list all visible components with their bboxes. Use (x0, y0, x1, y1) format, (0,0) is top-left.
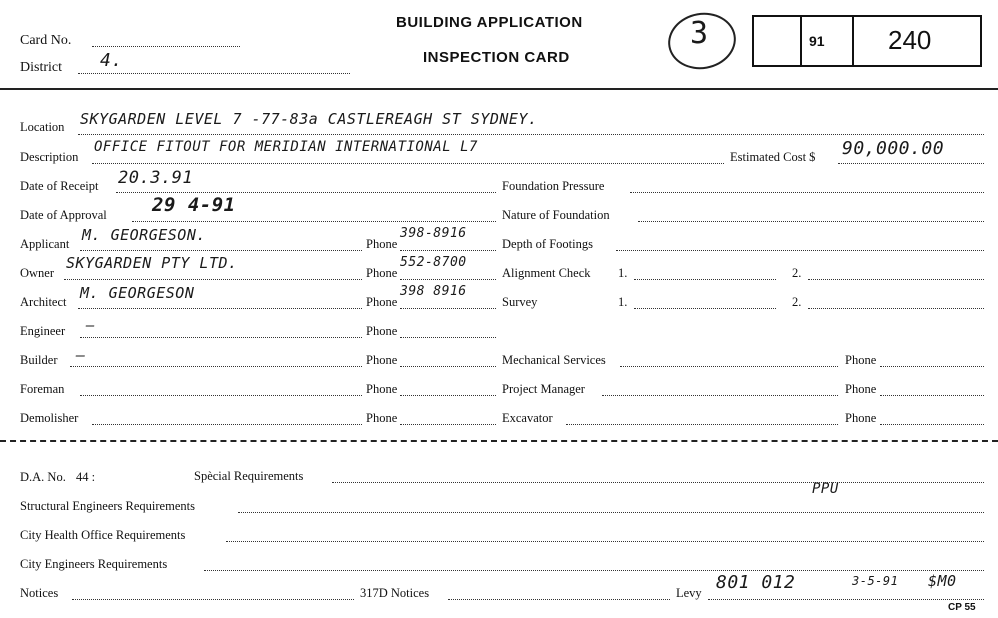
nature-foundation-line[interactable] (638, 221, 984, 222)
date-receipt-line[interactable] (116, 192, 496, 193)
levy-line[interactable] (708, 599, 984, 600)
section-divider (0, 440, 998, 442)
project-manager-phone-label: Phone (845, 382, 877, 396)
project-manager-phone-line[interactable] (880, 395, 984, 396)
architect-phone-value[interactable]: 398 8916 (400, 284, 467, 299)
foundation-pressure-line[interactable] (630, 192, 984, 193)
box-divider-1 (800, 17, 802, 65)
reference-number-box (752, 15, 982, 67)
engineer-value[interactable]: – (86, 318, 95, 334)
special-req-label: Spècial Requirements (194, 469, 304, 483)
da-no-label: D.A. No. (20, 470, 66, 484)
demolisher-line[interactable] (92, 424, 362, 425)
description-value[interactable]: OFFICE FITOUT FOR MERIDIAN INTERNATIONAL L7 (94, 139, 478, 155)
demolisher-phone-label: Phone (366, 411, 398, 425)
foundation-pressure-label: Foundation Pressure (502, 179, 605, 193)
box-number: 240 (888, 25, 932, 55)
owner-line[interactable] (64, 279, 362, 280)
builder-value[interactable]: — (76, 346, 86, 364)
structural-line[interactable] (238, 512, 984, 513)
description-label: Description (20, 150, 79, 164)
applicant-phone-label: Phone (366, 237, 398, 251)
health-label: City Health Office Requirements (20, 528, 186, 542)
builder-label: Builder (20, 353, 58, 367)
form-title-line2: INSPECTION CARD (423, 49, 570, 66)
location-value[interactable]: SKYGARDEN LEVEL 7 -77-83a CASTLEREAGH ST SYDNEY. (80, 110, 538, 128)
depth-footings-label: Depth of Footings (502, 237, 593, 251)
notices-317d-label: 317D Notices (360, 586, 430, 600)
card-no-label: Card No. (20, 33, 72, 48)
excavator-line[interactable] (566, 424, 838, 425)
applicant-label: Applicant (20, 237, 70, 251)
architect-label: Architect (20, 295, 67, 309)
builder-phone-line[interactable] (400, 366, 496, 367)
levy-value[interactable]: 801 012 (716, 572, 796, 593)
owner-label: Owner (20, 266, 55, 280)
survey-1-line[interactable] (634, 308, 776, 309)
foreman-phone-label: Phone (366, 382, 398, 396)
structural-note[interactable]: PPU (812, 481, 839, 497)
owner-phone-value[interactable]: 552-8700 (400, 255, 467, 270)
special-req-line[interactable] (332, 482, 984, 483)
header-rule (0, 88, 998, 90)
form-code: CP 55 (948, 602, 976, 613)
levy-label: Levy (676, 586, 702, 600)
date-approval-line[interactable] (132, 221, 496, 222)
city-eng-label: City Engineers Requirements (20, 557, 168, 571)
applicant-line[interactable] (80, 250, 362, 251)
box-divider-2 (852, 17, 854, 65)
card-no-line[interactable] (92, 46, 240, 47)
foreman-line[interactable] (80, 395, 362, 396)
survey-2-label: 2. (792, 295, 802, 309)
survey-2-line[interactable] (808, 308, 984, 309)
owner-value[interactable]: SKYGARDEN PTY LTD. (66, 254, 238, 272)
circled-number: 3 (690, 16, 709, 51)
date-approval-value[interactable]: 29 4-91 (152, 194, 236, 216)
form-title-line1: BUILDING APPLICATION (396, 14, 583, 31)
district-line[interactable] (78, 73, 350, 74)
description-line[interactable] (92, 163, 724, 164)
applicant-phone-value[interactable]: 398-8916 (400, 226, 467, 241)
engineer-label: Engineer (20, 324, 66, 338)
foreman-label: Foreman (20, 382, 65, 396)
demolisher-label: Demolisher (20, 411, 79, 425)
location-line[interactable] (78, 134, 984, 135)
architect-phone-line[interactable] (400, 308, 496, 309)
builder-phone-label: Phone (366, 353, 398, 367)
applicant-value[interactable]: M. GEORGESON. (82, 226, 206, 244)
engineer-phone-line[interactable] (400, 337, 496, 338)
architect-line[interactable] (78, 308, 362, 309)
project-manager-label: Project Manager (502, 382, 585, 396)
notices-line[interactable] (72, 599, 354, 600)
da-no-value: 44 : (76, 470, 96, 484)
applicant-phone-line[interactable] (400, 250, 496, 251)
excavator-phone-line[interactable] (880, 424, 984, 425)
excavator-label: Excavator (502, 411, 553, 425)
survey-label: Survey (502, 295, 538, 309)
date-receipt-value[interactable]: 20.3.91 (118, 168, 194, 188)
estimated-cost-value[interactable]: 90,000.00 (842, 138, 945, 159)
nature-foundation-label: Nature of Foundation (502, 208, 610, 222)
box-year: 91 (809, 33, 825, 49)
alignment-check-2-label: 2. (792, 266, 802, 280)
architect-value[interactable]: M. GEORGESON (80, 284, 195, 302)
architect-phone-label: Phone (366, 295, 398, 309)
alignment-check-2-line[interactable] (808, 279, 984, 280)
location-label: Location (20, 120, 65, 134)
date-approval-label: Date of Approval (20, 208, 107, 222)
alignment-check-1-line[interactable] (634, 279, 776, 280)
owner-phone-line[interactable] (400, 279, 496, 280)
date-receipt-label: Date of Receipt (20, 179, 99, 193)
excavator-phone-label: Phone (845, 411, 877, 425)
district-label: District (20, 60, 62, 75)
alignment-check-1-label: 1. (618, 266, 628, 280)
alignment-check-label: Alignment Check (502, 266, 591, 280)
depth-footings-line[interactable] (616, 250, 984, 251)
estimated-cost-label: Estimated Cost $ (730, 150, 816, 164)
levy-date[interactable]: 3-5-91 (852, 574, 899, 588)
mechanical-phone-line[interactable] (880, 366, 984, 367)
notices-317d-line[interactable] (448, 599, 670, 600)
mechanical-line[interactable] (620, 366, 838, 367)
mechanical-phone-label: Phone (845, 353, 877, 367)
demolisher-phone-line[interactable] (400, 424, 496, 425)
structural-label: Structural Engineers Requirements (20, 499, 195, 513)
foreman-phone-line[interactable] (400, 395, 496, 396)
mechanical-label: Mechanical Services (502, 353, 606, 367)
engineer-line[interactable] (80, 337, 362, 338)
estimated-cost-line[interactable] (838, 163, 984, 164)
notices-label: Notices (20, 586, 59, 600)
survey-1-label: 1. (618, 295, 628, 309)
engineer-phone-label: Phone (366, 324, 398, 338)
project-manager-line[interactable] (602, 395, 838, 396)
district-value[interactable]: 4. (100, 50, 123, 71)
health-line[interactable] (226, 541, 984, 542)
levy-initials[interactable]: $M0 (928, 572, 957, 590)
city-eng-line[interactable] (204, 570, 984, 571)
builder-line[interactable] (70, 366, 362, 367)
owner-phone-label: Phone (366, 266, 398, 280)
